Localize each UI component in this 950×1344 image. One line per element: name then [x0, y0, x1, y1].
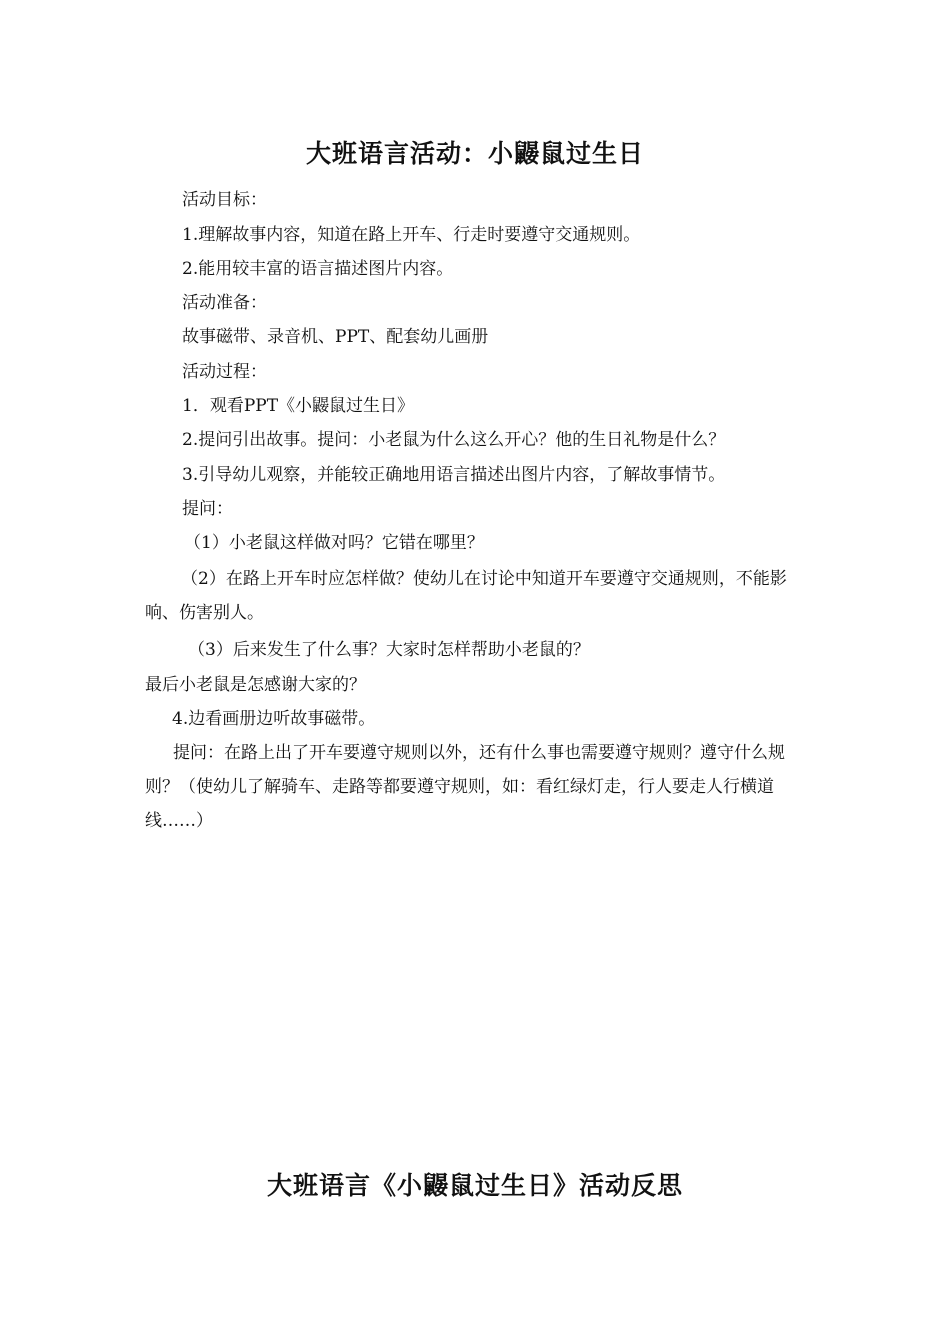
process-step-1: 1．观看PPT《小鼹鼠过生日》 — [182, 396, 415, 416]
page-title: 大班语言活动：小鼹鼠过生日 — [305, 139, 644, 168]
question-3: （3）后来发生了什么事？大家时怎样帮助小老鼠的？ — [188, 640, 590, 660]
process-step-3: 3.引导幼儿观察，并能较正确地用语言描述出图片内容，了解故事情节。 — [182, 465, 726, 485]
section-heading-process: 活动过程： — [182, 362, 267, 382]
process-step-2: 2.提问引出故事。提问：小老鼠为什么这么开心？他的生日礼物是什么？ — [182, 430, 726, 450]
question-3-continued: 最后小老鼠是怎感谢大家的？ — [145, 675, 366, 695]
reflection-title: 大班语言《小鼹鼠过生日》活动反思 — [266, 1171, 683, 1200]
question-1: （1）小老鼠这样做对吗？它错在哪里？ — [184, 533, 484, 553]
process-step-4: 4.边看画册边听故事磁带。 — [172, 709, 376, 729]
question-label: 提问： — [182, 499, 233, 519]
question-2: （2）在路上开车时应怎样做？使幼儿在讨论中知道开车要遵守交通规则，不能影响、伤害别人。 — [145, 569, 787, 623]
goal-item-1: 1.理解故事内容，知道在路上开车、行走时要遵守交通规则。 — [182, 225, 641, 245]
section-heading-goals: 活动目标： — [182, 190, 267, 210]
preparation-text: 故事磁带、录音机、PPT、配套幼儿画册 — [182, 327, 489, 347]
goal-item-2: 2.能用较丰富的语言描述图片内容。 — [182, 259, 454, 279]
section-heading-preparation: 活动准备： — [182, 293, 267, 313]
final-question: 提问：在路上出了开车要遵守规则以外，还有什么事也需要遵守规则？遵守什么规则？（使幼儿了解骑车、走路等都要遵守规则，如：看红绿灯走，行人要走人行横道线……） — [145, 743, 785, 831]
